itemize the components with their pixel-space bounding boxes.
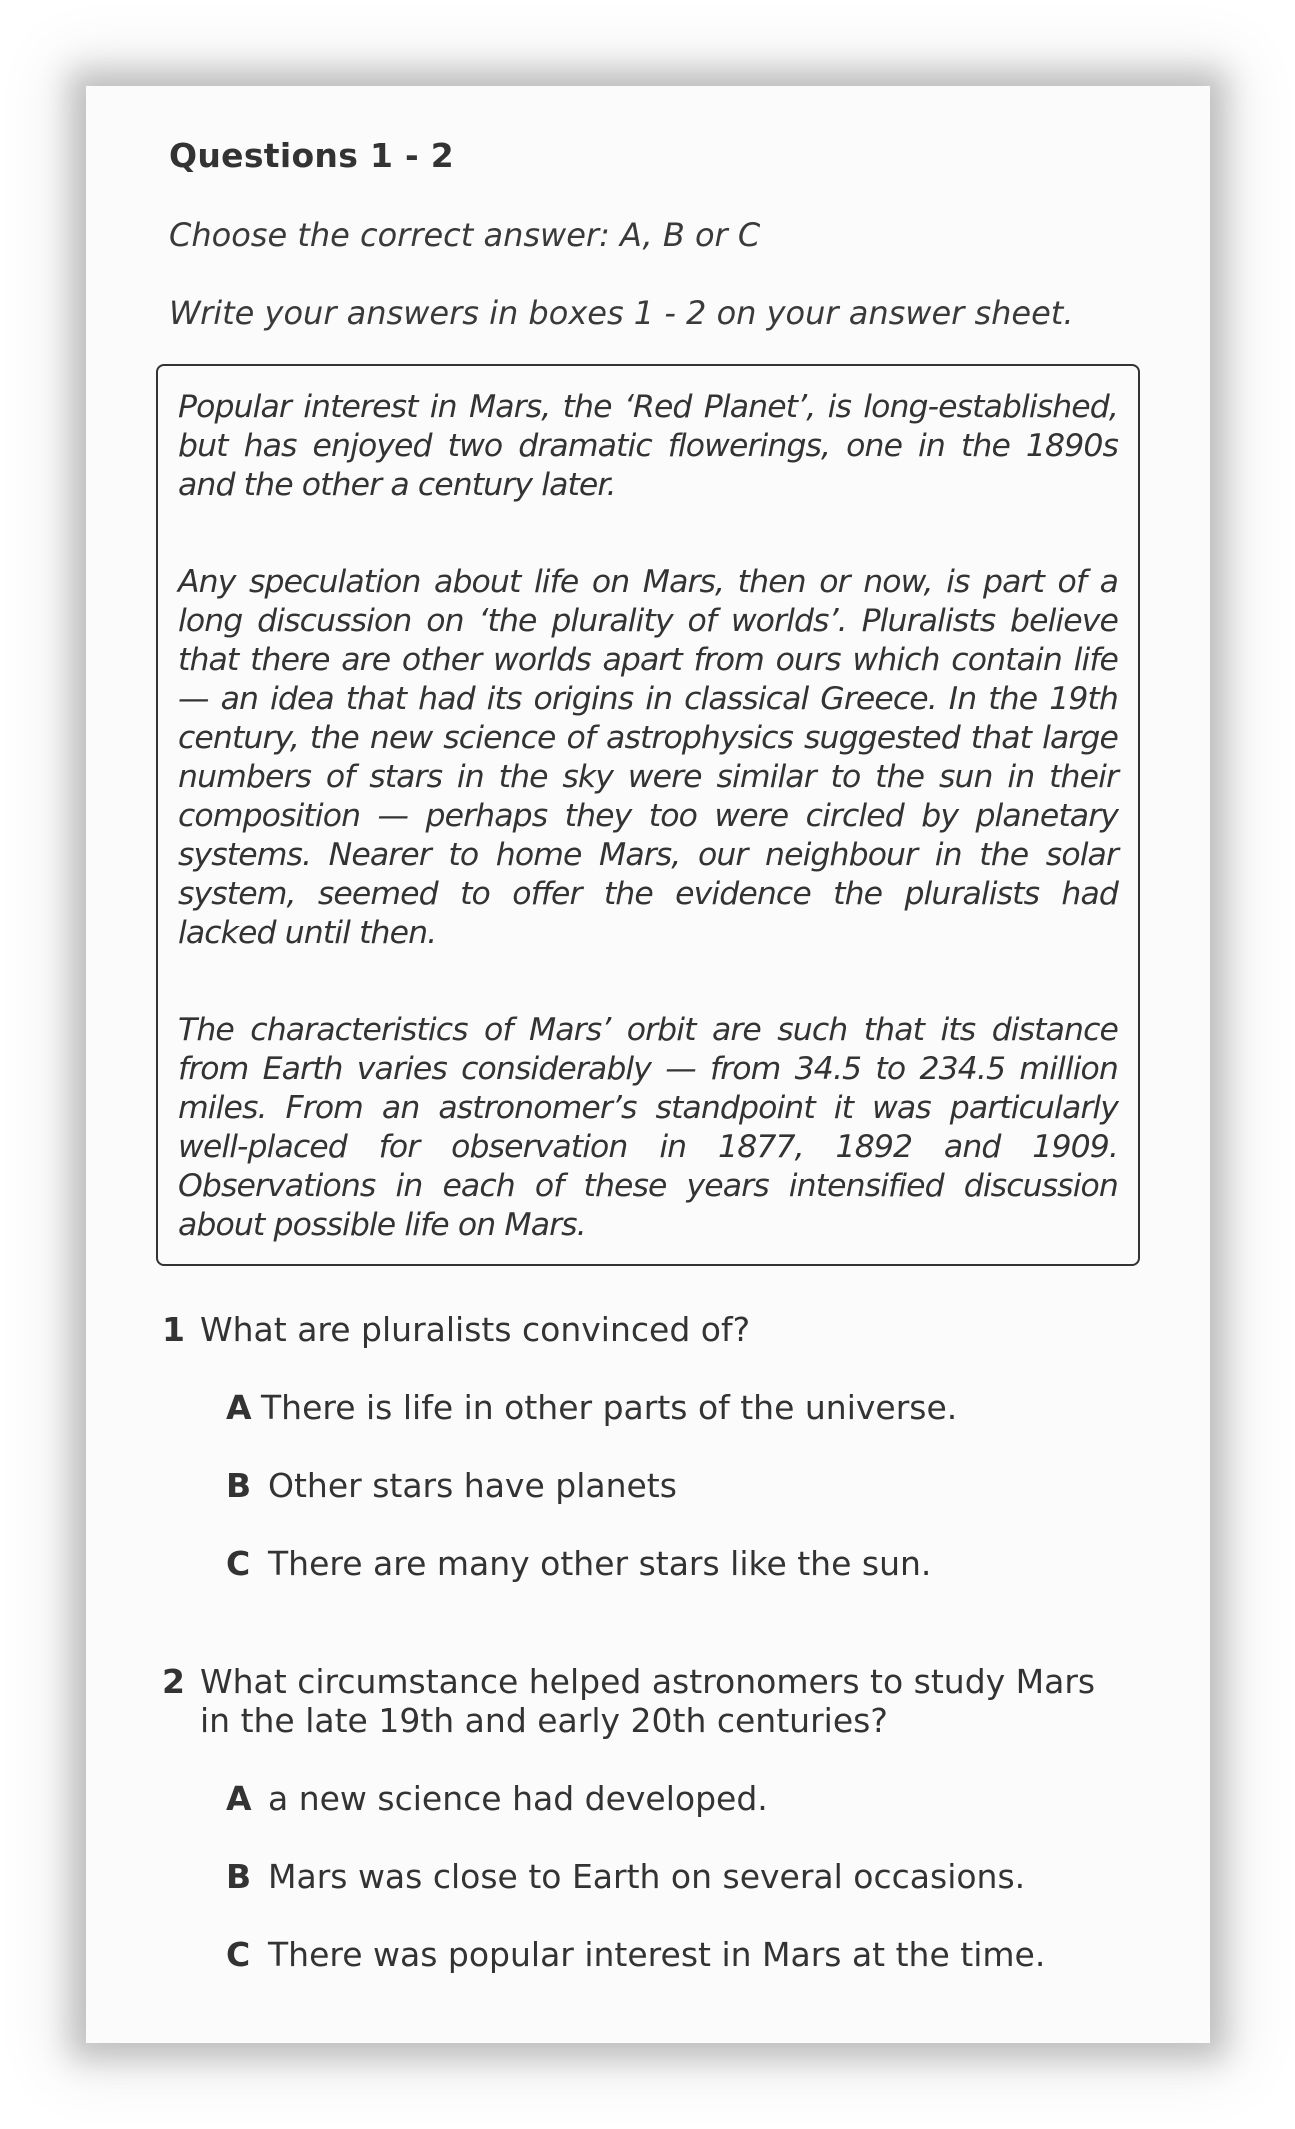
reading-passage	[156, 364, 1140, 1266]
option-letter: B	[226, 1466, 252, 1505]
question-text: What circumstance helped astronomers to study Mars in the late 19th and early 20th centuries?	[200, 1662, 1096, 1740]
q2-option-b[interactable]	[226, 1857, 1025, 1896]
q2-option-c[interactable]	[226, 1935, 1045, 1974]
q1-option-a[interactable]	[226, 1388, 957, 1427]
option-text: There was popular interest in Mars at the time.	[268, 1935, 1046, 1974]
passage-paragraph-2: Any speculation about life on Mars, then or now, is part of a long discussion on ‘the plurality of worlds’. Pluralists believe that there are other worlds apart from ours which contain life — an idea that had its origins in classical Greece. In the 19th century, the new science of astrophysics suggested that large numbers of stars in the sky were similar to the sun in their composition — perhaps they too were circled by planetary systems. Nearer to home Mars, our neighbour in the solar system, seemed to offer the evidence the pluralists had lacked until then.	[178, 564, 1118, 951]
question-2	[162, 1662, 1122, 1740]
option-letter: C	[226, 1935, 251, 1974]
option-letter: B	[226, 1857, 252, 1896]
option-letter: A	[226, 1779, 252, 1818]
option-text: Other stars have planets	[268, 1466, 677, 1505]
option-text: There are many other stars like the sun.	[268, 1544, 932, 1583]
question-number: 1	[162, 1310, 185, 1349]
option-text: a new science had developed.	[268, 1779, 768, 1818]
option-text: There is life in other parts of the universe.	[261, 1388, 958, 1427]
instruction-write: Write your answers in boxes 1 - 2 on your answer sheet.	[169, 294, 1074, 332]
q2-option-a[interactable]	[226, 1779, 768, 1818]
option-letter: A	[226, 1388, 252, 1427]
question-text: What are pluralists convinced of?	[200, 1310, 751, 1349]
section-heading: Questions 1 - 2	[169, 136, 455, 175]
option-text: Mars was close to Earth on several occasions.	[268, 1857, 1026, 1896]
question-1	[162, 1310, 1122, 1349]
option-letter: C	[226, 1544, 251, 1583]
worksheet-page	[86, 86, 1210, 2043]
passage-paragraph-3: The characteristics of Mars’ orbit are such that its distance from Earth varies considerably — from 34.5 to 234.5 million miles. From an astronomer’s standpoint it was particularly well-placed for observation in 1877, 1892 and 1909. Observations in each of these years intensified discussion about possible life on Mars.	[178, 1012, 1118, 1243]
q1-option-c[interactable]	[226, 1544, 931, 1583]
instruction-choose: Choose the correct answer: A, B or C	[169, 216, 761, 254]
q1-option-b[interactable]	[226, 1466, 677, 1505]
passage-paragraph-1: Popular interest in Mars, the ‘Red Planet’, is long-established, but has enjoyed two dramatic flowerings, one in the 1890s and the other a century later.	[178, 389, 1118, 503]
question-number: 2	[162, 1662, 185, 1701]
